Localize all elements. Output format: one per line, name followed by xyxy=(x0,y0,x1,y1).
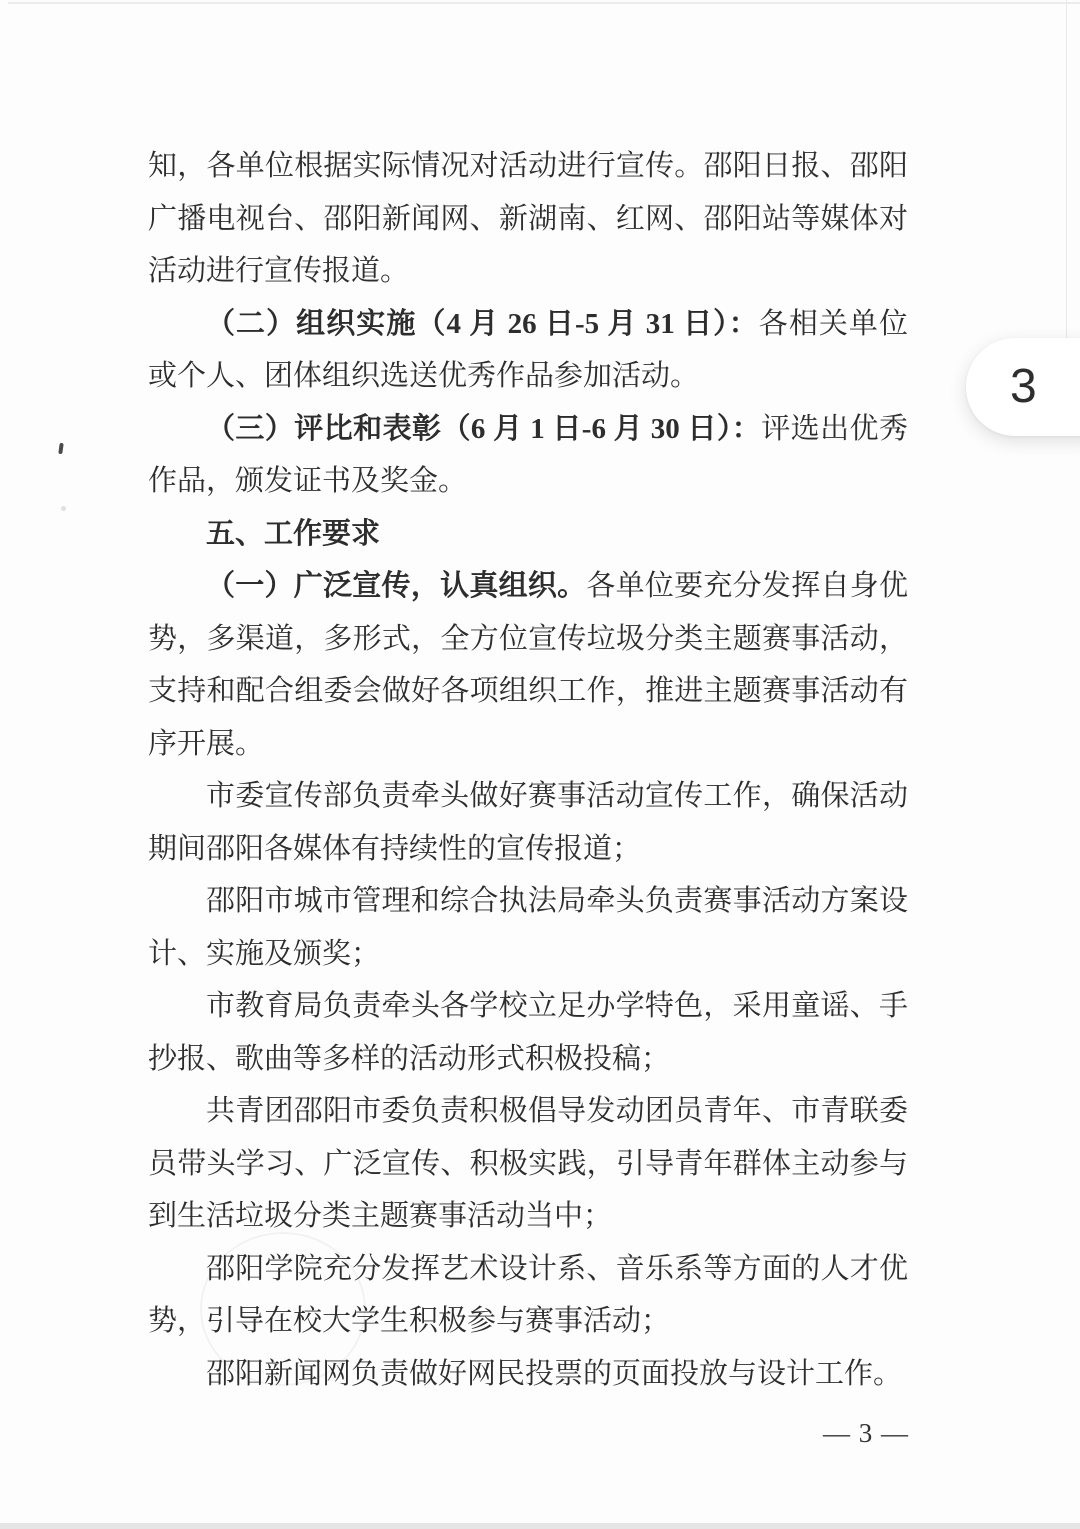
text-segment: 市委宣传部负责牵头做好赛事活动宣传工作，确保活动期间邵阳各媒体有持续性的宣传报道； xyxy=(148,780,908,865)
page-indicator-value: 3 xyxy=(1010,360,1037,413)
paragraph xyxy=(148,1348,908,1401)
paragraph xyxy=(148,508,908,561)
paragraph xyxy=(148,403,908,508)
paragraph xyxy=(148,560,908,770)
paragraph xyxy=(148,298,908,403)
text-segment: 各单位要充分发挥自身优势，多渠道，多形式，全方位宣传垃圾分类主题赛事活动，支持和配合组委会做好各项组织工作，推进主题赛事活动有序开展。 xyxy=(148,570,908,760)
footer-page-number: — 3 — xyxy=(823,1418,909,1448)
paragraph xyxy=(148,140,908,298)
paragraph xyxy=(148,980,908,1085)
paper-right-edge xyxy=(1066,0,1067,345)
text-segment: 邵阳新闻网负责做好网民投票的页面投放与设计工作。 xyxy=(206,1357,903,1390)
paper-bottom-edge xyxy=(0,1523,1080,1529)
page-indicator-pill[interactable] xyxy=(966,338,1080,436)
text-segment: 市教育局负责牵头各学校立足办学特色，采用童谣、手抄报、歌曲等多样的活动形式积极投稿； xyxy=(148,990,908,1075)
text-segment: 邵阳市城市管理和综合执法局牵头负责赛事活动方案设计、实施及颁奖； xyxy=(148,885,908,970)
text-segment: 知，各单位根据实际情况对活动进行宣传。邵阳日报、邵阳广播电视台、邵阳新闻网、新湖南、红网、邵阳站等媒体对活动进行宣传报道。 xyxy=(148,150,908,287)
scan-speck xyxy=(58,443,63,454)
text-segment: 共青团邵阳市委负责积极倡导发动团员青年、市青联委员带头学习、广泛宣传、积极实践，引导青年群体主动参与到生活垃圾分类主题赛事活动当中； xyxy=(148,1095,908,1232)
text-segment: 各相关单位或个人、团体组织选送优秀作品参加活动。 xyxy=(148,307,908,392)
text-segment-bold: （二）组织实施（4 月 26 日-5 月 31 日）： xyxy=(206,307,759,340)
text-segment-bold: 五、工作要求 xyxy=(206,517,381,550)
text-segment-bold: （三）评比和表彰（6 月 1 日-6 月 30 日）： xyxy=(206,412,762,445)
text-segment-bold: （一）广泛宣传，认真组织。 xyxy=(206,570,587,602)
document-body xyxy=(148,140,908,1400)
paragraph xyxy=(148,770,908,875)
paper-top-edge xyxy=(8,2,1080,4)
paragraph xyxy=(148,1243,908,1348)
paragraph xyxy=(148,875,908,980)
paragraph xyxy=(148,1085,908,1243)
text-segment: 邵阳学院充分发挥艺术设计系、音乐系等方面的人才优势，引导在校大学生积极参与赛事活动； xyxy=(148,1252,908,1337)
scan-speck xyxy=(61,506,66,511)
text-segment: 评选出优秀作品，颁发证书及奖金。 xyxy=(148,412,908,497)
